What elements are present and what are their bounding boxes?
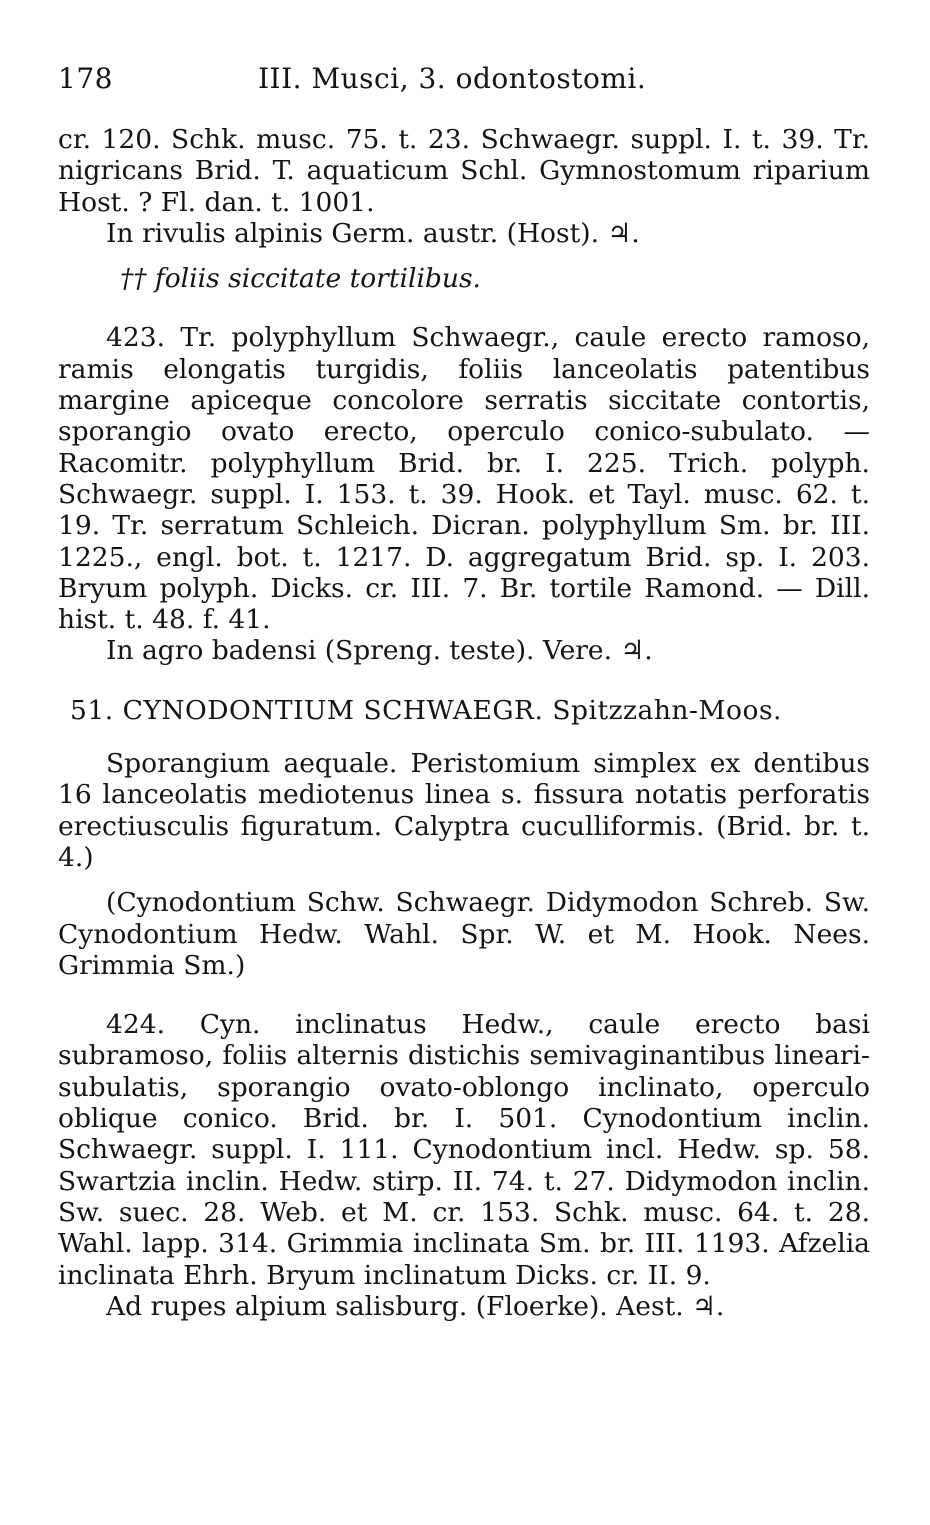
genus-description: Sporangium aequale. Peristomium simplex ex dentibus 16 lanceolatis mediotenus linea s. fissura notatis perforatis erectiusculis figuratum. Calyptra cuculliformis. (Brid. br. t. 4.) xyxy=(58,748,870,873)
paragraph-habitat: In rivulis alpinis Germ. austr. (Host). ♃. xyxy=(106,217,640,249)
running-head: III. Musci, 3. odontostomi. xyxy=(258,62,647,95)
species-entry-423: 423. Tr. polyphyllum Schwaegr., caule erecto ramoso, ramis elongatis turgidis, foliis lanceolatis patentibus margine apiceque concolore serratis siccitate contortis, sporangio ovato erecto, operculo conico-subulato. — Racomitr. polyphyllum Brid. br. I. 225. Trich. polyph. Schwaegr. suppl. I. 153. t. 39. Hook. et Tayl. musc. 62. t. 19. Tr. serratum Schleich. Dicran. polyphyllum Sm. br. III. 1225., engl. bot. t. 1217. D. aggregatum Brid. sp. I. 203. Bryum polyph. Dicks. cr. III. 7. Br. tortile Ramond. — Dill. hist. t. 48. f. 41. xyxy=(58,322,870,636)
paragraph-habitat: Ad rupes alpium salisburg. (Floerke). Aest. ♃. xyxy=(106,1290,725,1322)
genus-heading: 51. CYNODONTIUM SCHWAEGR. Spitzzahn-Moos. xyxy=(70,694,782,726)
species-entry-424: 424. Cyn. inclinatus Hedw., caule erecto basi subramoso, foliis alternis distichis semivaginantibus lineari-subulatis, sporangio ovato-oblongo inclinato, operculo oblique conico. Brid. br. I. 501. Cynodontium inclin. Schwaegr. suppl. I. 111. Cynodontium incl. Hedw. sp. 58. Swartzia inclin. Hedw. stirp. II. 74. t. 27. Didymodon inclin. Sw. suec. 28. Web. et M. cr. 153. Schk. musc. 64. t. 28. Wahl. lapp. 314. Grimmia inclinata Sm. br. III. 1193. Afzelia inclinata Ehrh. Bryum inclinatum Dicks. cr. II. 9. xyxy=(58,1009,870,1291)
paragraph-habitat: In agro badensi (Spreng. teste). Vere. ♃. xyxy=(106,635,653,667)
genus-synonyms: (Cynodontium Schw. Schwaegr. Didymodon Schreb. Sw. Cynodontium Hedw. Wahl. Spr. W. et M. Hook. Nees. Grimmia Sm.) xyxy=(58,887,870,981)
paragraph-continuation: cr. 120. Schk. musc. 75. t. 23. Schwaegr. suppl. I. t. 39. Tr. nigricans Brid. T. aquaticum Schl. Gymnostomum riparium Host. ? Fl. dan. t. 1001. xyxy=(58,124,870,218)
subsection-heading: †† foliis siccitate tortilibus. xyxy=(120,263,481,295)
page-body xyxy=(58,124,870,1322)
page-number: 178 xyxy=(58,62,113,95)
page-header xyxy=(58,62,858,102)
